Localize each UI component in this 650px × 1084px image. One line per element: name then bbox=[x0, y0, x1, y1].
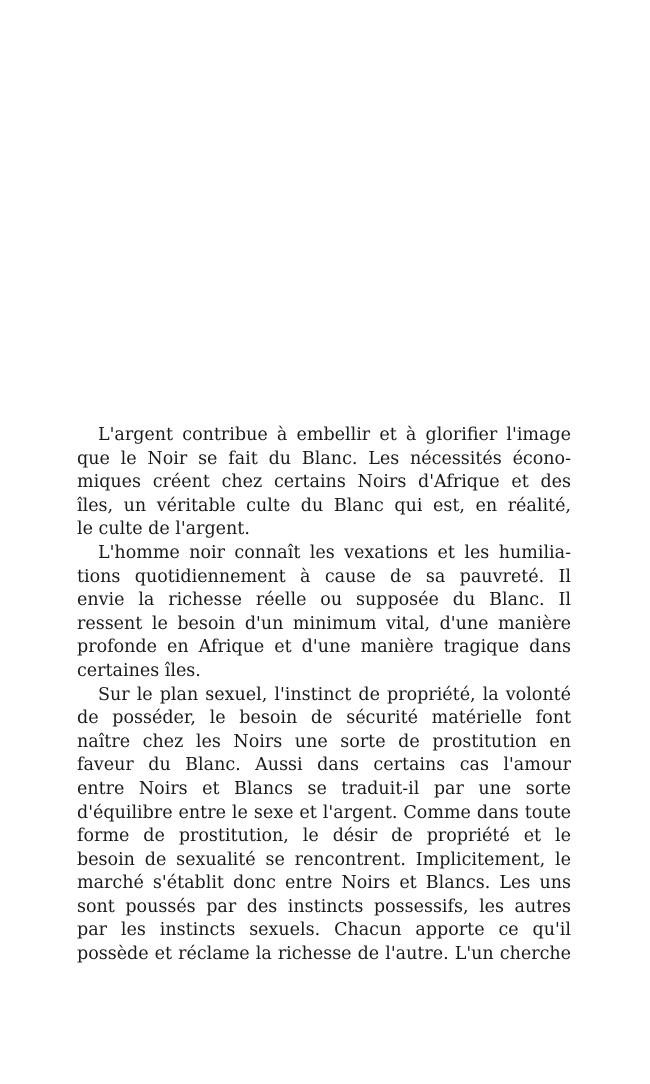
text-line: certaines îles. bbox=[77, 660, 201, 681]
text-line: sont poussés par des instincts possessifs, les autres bbox=[77, 896, 571, 917]
text-line: Sur le plan sexuel, l'instinct de propriété, la volonté bbox=[98, 684, 571, 705]
body-text bbox=[77, 424, 571, 967]
text-line: possède et réclame la richesse de l'autre. L'un cherche bbox=[77, 944, 571, 965]
text-line: par les instincts sexuels. Chacun apporte ce qu'il bbox=[77, 920, 571, 941]
text-line: faveur du Blanc. Aussi dans certains cas l'amour bbox=[77, 755, 571, 776]
text-line: naître chez les Noirs une sorte de prostitution en bbox=[77, 731, 571, 752]
text-line: que le Noir se fait du Blanc. Les nécessités écono- bbox=[77, 448, 571, 469]
text-line: de posséder, le besoin de sécurité matérielle font bbox=[77, 708, 571, 729]
text-line: L'homme noir connaît les vexations et les humilia- bbox=[98, 542, 571, 563]
text-line: d'équilibre entre le sexe et l'argent. Comme dans toute bbox=[77, 802, 571, 823]
text-line: miques créent chez certains Noirs d'Afrique et des bbox=[77, 472, 571, 493]
paragraph-3 bbox=[77, 684, 571, 967]
text-line: tions quotidiennement à cause de sa pauvreté. Il bbox=[77, 566, 571, 587]
text-line: ressent le besoin d'un minimum vital, d'une manière bbox=[77, 613, 571, 634]
text-line: L'argent contribue à embellir et à glorifier l'image bbox=[98, 425, 571, 445]
text-line: profonde en Afrique et d'une manière tragique dans bbox=[77, 637, 571, 658]
text-line: envie la richesse réelle ou supposée du Blanc. Il bbox=[77, 590, 571, 611]
paragraph-1 bbox=[77, 424, 571, 542]
text-line: forme de prostitution, le désir de propriété et le bbox=[77, 826, 571, 847]
text-line: îles, un véritable culte du Blanc qui est, en réalité, bbox=[77, 495, 571, 516]
text-line: entre Noirs et Blancs se traduit-il par une sorte bbox=[77, 778, 571, 799]
text-line: besoin de sexualité se rencontrent. Implicitement, le bbox=[77, 849, 571, 870]
text-line: marché s'établit donc entre Noirs et Blancs. Les uns bbox=[77, 873, 571, 894]
paragraph-2 bbox=[77, 542, 571, 684]
text-line: le culte de l'argent. bbox=[77, 519, 250, 540]
